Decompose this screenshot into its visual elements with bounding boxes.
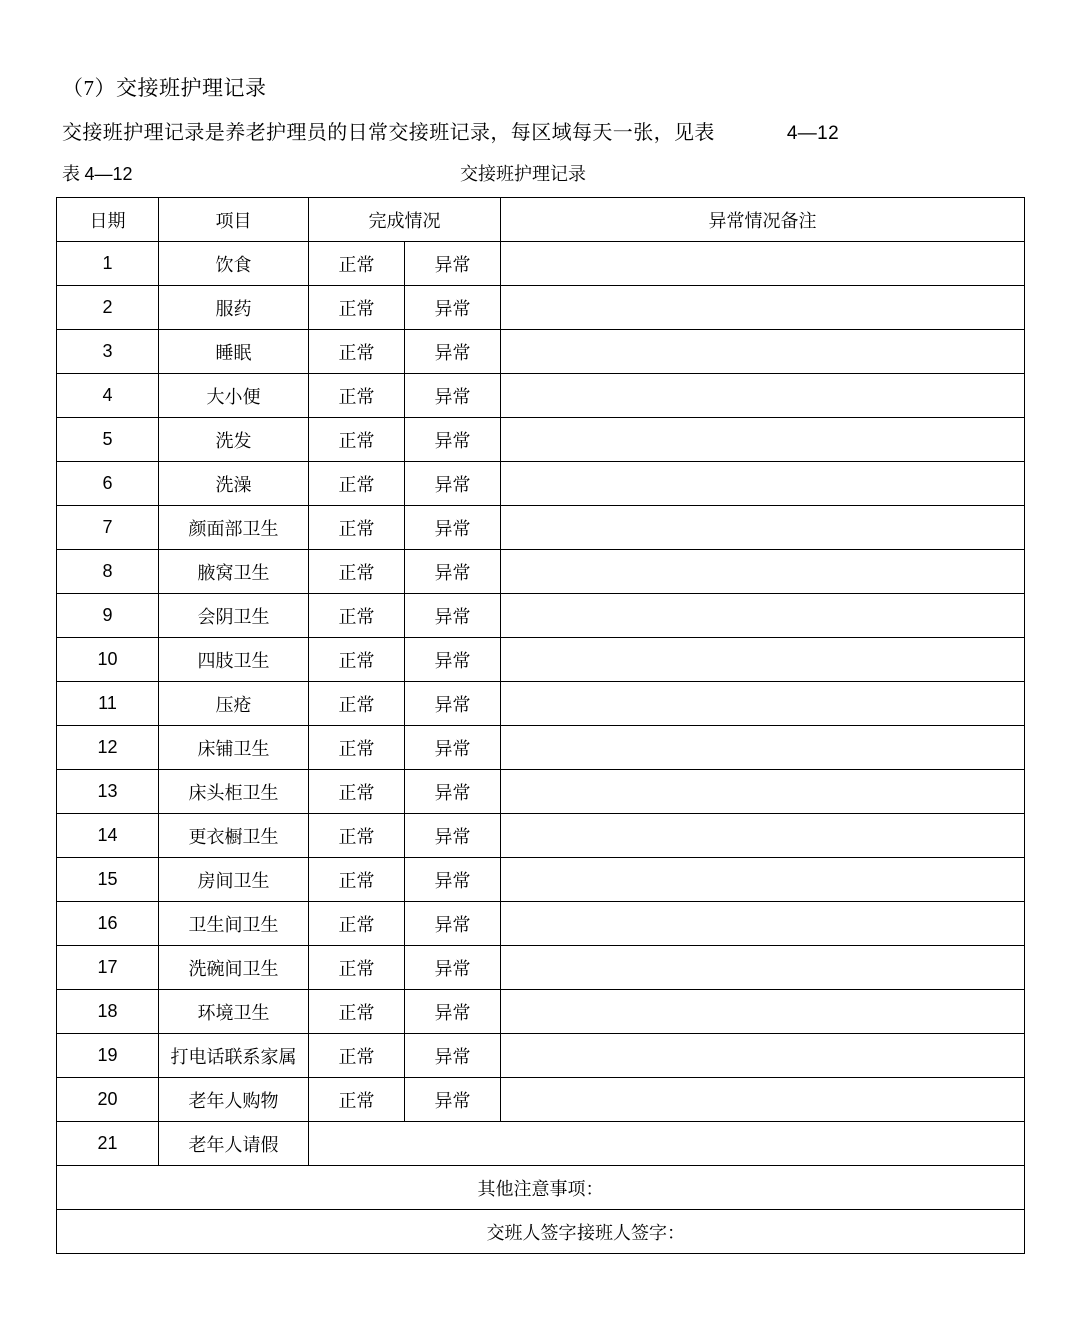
cell-item: 压疮 (159, 682, 309, 726)
cell-no: 1 (57, 242, 159, 286)
table-row (57, 506, 1025, 550)
cell-item: 饮食 (159, 242, 309, 286)
cell-no: 2 (57, 286, 159, 330)
cell-abnormal[interactable]: 异常 (405, 946, 501, 990)
cell-abnormal[interactable]: 异常 (405, 286, 501, 330)
table-row (57, 594, 1025, 638)
cell-abnormal[interactable]: 异常 (405, 726, 501, 770)
cell-normal[interactable]: 正常 (309, 286, 405, 330)
cell-remark[interactable] (309, 1122, 1025, 1166)
cell-item: 会阴卫生 (159, 594, 309, 638)
table-row (57, 1122, 1025, 1166)
table-row (57, 858, 1025, 902)
cell-no: 3 (57, 330, 159, 374)
cell-item: 卫生间卫生 (159, 902, 309, 946)
cell-abnormal[interactable]: 异常 (405, 1078, 501, 1122)
table-row (57, 286, 1025, 330)
cell-no: 9 (57, 594, 159, 638)
cell-remark[interactable] (501, 418, 1025, 462)
cell-abnormal[interactable]: 异常 (405, 638, 501, 682)
cell-abnormal[interactable]: 异常 (405, 858, 501, 902)
cell-no: 18 (57, 990, 159, 1034)
cell-abnormal[interactable]: 异常 (405, 990, 501, 1034)
cell-normal[interactable]: 正常 (309, 462, 405, 506)
table-row (57, 1034, 1025, 1078)
cell-abnormal[interactable]: 异常 (405, 242, 501, 286)
cell-item: 床头柜卫生 (159, 770, 309, 814)
cell-normal[interactable]: 正常 (309, 770, 405, 814)
table-row (57, 374, 1025, 418)
cell-no: 19 (57, 1034, 159, 1078)
table-row (57, 726, 1025, 770)
intro-text: 交接班护理记录是养老护理员的日常交接班记录，每区域每天一张，见表 (62, 122, 715, 144)
cell-abnormal[interactable]: 异常 (405, 418, 501, 462)
cell-remark[interactable] (501, 726, 1025, 770)
cell-normal[interactable]: 正常 (309, 682, 405, 726)
table-label-prefix: 表 (62, 164, 80, 184)
cell-no: 10 (57, 638, 159, 682)
cell-abnormal[interactable]: 异常 (405, 814, 501, 858)
table-header-row (57, 198, 1025, 242)
signature-cell (57, 1210, 1025, 1254)
section-heading: （7）交接班护理记录 (62, 76, 267, 100)
cell-abnormal[interactable]: 异常 (405, 1034, 501, 1078)
cell-normal[interactable]: 正常 (309, 330, 405, 374)
cell-remark[interactable] (501, 858, 1025, 902)
cell-normal[interactable]: 正常 (309, 418, 405, 462)
table-row (57, 638, 1025, 682)
other-notes-label[interactable]: 其他注意事项： (57, 1166, 1025, 1210)
cell-no: 7 (57, 506, 159, 550)
cell-remark[interactable] (501, 1078, 1025, 1122)
handover-nursing-record-table (56, 197, 1025, 1254)
cell-item: 打电话联系家属 (159, 1034, 309, 1078)
cell-remark[interactable] (501, 506, 1025, 550)
cell-normal[interactable]: 正常 (309, 1078, 405, 1122)
cell-no: 14 (57, 814, 159, 858)
cell-normal[interactable]: 正常 (309, 506, 405, 550)
cell-no: 6 (57, 462, 159, 506)
cell-normal[interactable]: 正常 (309, 242, 405, 286)
cell-item: 服药 (159, 286, 309, 330)
cell-normal[interactable]: 正常 (309, 594, 405, 638)
cell-remark[interactable] (501, 770, 1025, 814)
cell-remark[interactable] (501, 286, 1025, 330)
cell-no: 8 (57, 550, 159, 594)
cell-item: 颜面部卫生 (159, 506, 309, 550)
cell-remark[interactable] (501, 682, 1025, 726)
cell-item: 房间卫生 (159, 858, 309, 902)
table-row (57, 1078, 1025, 1122)
cell-remark[interactable] (501, 902, 1025, 946)
cell-normal[interactable]: 正常 (309, 858, 405, 902)
cell-item: 老年人购物 (159, 1078, 309, 1122)
cell-no: 15 (57, 858, 159, 902)
cell-normal[interactable]: 正常 (309, 1034, 405, 1078)
cell-abnormal[interactable]: 异常 (405, 550, 501, 594)
cell-abnormal[interactable]: 异常 (405, 594, 501, 638)
cell-abnormal[interactable]: 异常 (405, 682, 501, 726)
cell-no: 12 (57, 726, 159, 770)
cell-item: 腋窝卫生 (159, 550, 309, 594)
table-row (57, 814, 1025, 858)
table-row (57, 682, 1025, 726)
takeover-signature-label[interactable]: 接班人签字： (577, 1222, 685, 1243)
cell-item: 更衣橱卫生 (159, 814, 309, 858)
table-row (57, 550, 1025, 594)
cell-remark[interactable] (501, 814, 1025, 858)
cell-abnormal[interactable]: 异常 (405, 462, 501, 506)
cell-normal[interactable]: 正常 (309, 814, 405, 858)
table-row (57, 242, 1025, 286)
cell-no: 4 (57, 374, 159, 418)
cell-normal[interactable]: 正常 (309, 638, 405, 682)
table-row (57, 462, 1025, 506)
cell-abnormal[interactable]: 异常 (405, 374, 501, 418)
table-label-number: 4—12 (84, 164, 133, 184)
cell-abnormal[interactable]: 异常 (405, 902, 501, 946)
cell-abnormal[interactable]: 异常 (405, 506, 501, 550)
intro-paragraph (62, 116, 839, 145)
cell-no: 13 (57, 770, 159, 814)
cell-remark[interactable] (501, 1034, 1025, 1078)
table-row (57, 418, 1025, 462)
cell-item: 床铺卫生 (159, 726, 309, 770)
cell-remark[interactable] (501, 550, 1025, 594)
cell-no: 11 (57, 682, 159, 726)
intro-table-ref: 4—12 (786, 123, 840, 144)
table-row (57, 902, 1025, 946)
other-notes-row (57, 1166, 1025, 1210)
cell-no: 21 (57, 1122, 159, 1166)
table-row (57, 770, 1025, 814)
cell-remark[interactable] (501, 374, 1025, 418)
cell-normal[interactable]: 正常 (309, 726, 405, 770)
handover-signature-label[interactable]: 交班人签字： (486, 1222, 595, 1243)
table-label (62, 160, 133, 186)
cell-no: 17 (57, 946, 159, 990)
header-status: 完成情况 (309, 198, 501, 242)
cell-item: 四肢卫生 (159, 638, 309, 682)
cell-normal[interactable]: 正常 (309, 902, 405, 946)
cell-item: 洗发 (159, 418, 309, 462)
table-title: 交接班护理记录 (460, 164, 586, 184)
cell-item: 洗碗间卫生 (159, 946, 309, 990)
table-row (57, 990, 1025, 1034)
signature-row (57, 1210, 1025, 1254)
cell-remark[interactable] (501, 638, 1025, 682)
cell-no: 16 (57, 902, 159, 946)
cell-item: 老年人请假 (159, 1122, 309, 1166)
cell-remark[interactable] (501, 462, 1025, 506)
cell-remark[interactable] (501, 946, 1025, 990)
table-body (57, 242, 1025, 1254)
cell-normal[interactable]: 正常 (309, 374, 405, 418)
table-row (57, 330, 1025, 374)
table-row (57, 946, 1025, 990)
cell-remark[interactable] (501, 594, 1025, 638)
cell-item: 环境卫生 (159, 990, 309, 1034)
cell-remark[interactable] (501, 990, 1025, 1034)
cell-normal[interactable]: 正常 (309, 550, 405, 594)
signature-inner (57, 1219, 1024, 1245)
cell-abnormal[interactable]: 异常 (405, 330, 501, 374)
cell-remark[interactable] (501, 330, 1025, 374)
cell-abnormal[interactable]: 异常 (405, 770, 501, 814)
cell-normal[interactable]: 正常 (309, 990, 405, 1034)
header-item: 项目 (159, 198, 309, 242)
cell-item: 大小便 (159, 374, 309, 418)
cell-normal[interactable]: 正常 (309, 946, 405, 990)
table-head (57, 198, 1025, 242)
cell-item: 洗澡 (159, 462, 309, 506)
cell-item: 睡眠 (159, 330, 309, 374)
cell-no: 20 (57, 1078, 159, 1122)
header-date: 日期 (57, 198, 159, 242)
cell-no: 5 (57, 418, 159, 462)
cell-remark[interactable] (501, 242, 1025, 286)
header-remark: 异常情况备注 (501, 198, 1025, 242)
